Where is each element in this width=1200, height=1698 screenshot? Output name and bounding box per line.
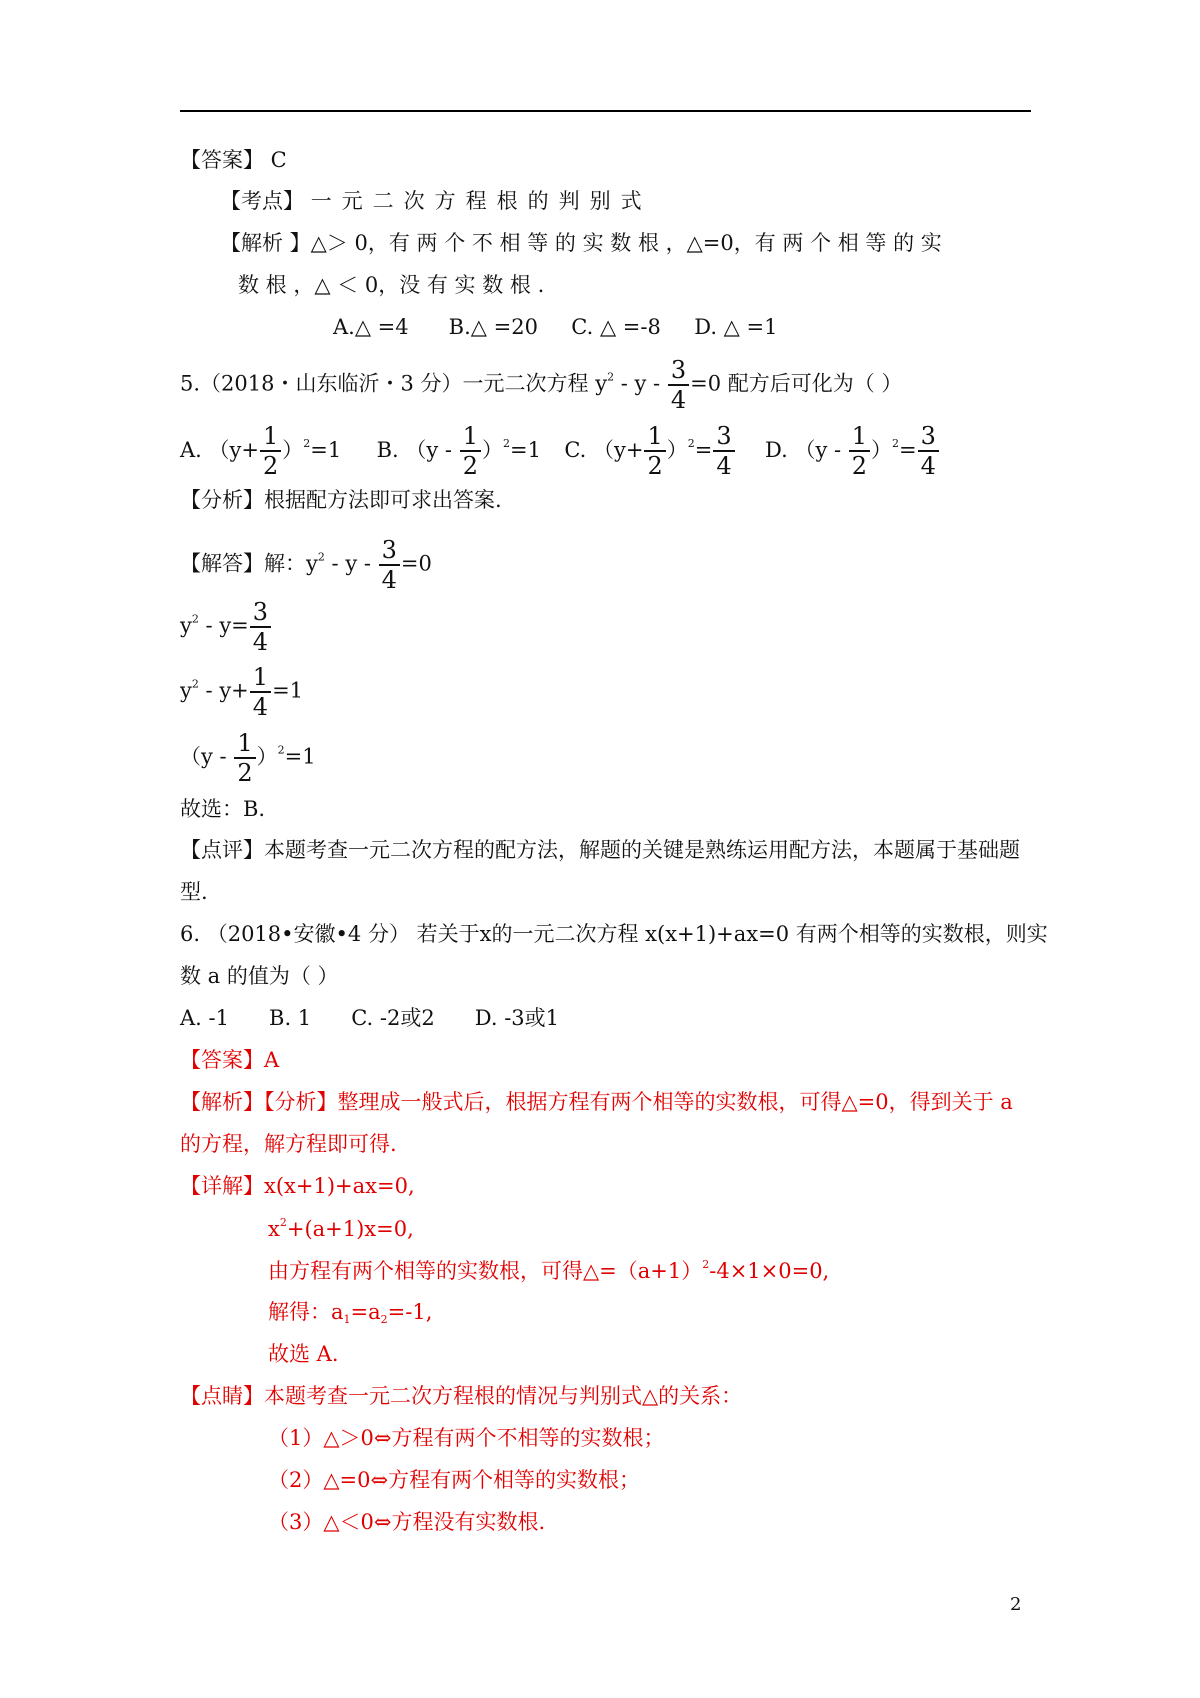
- fraction-denominator: 2: [851, 452, 868, 480]
- q5-option-d: [765, 422, 940, 480]
- q4-point: [220, 189, 652, 214]
- q6-detail-step3: [268, 1258, 829, 1284]
- superscript: 2: [502, 436, 510, 450]
- fraction-numerator: 3: [379, 538, 400, 566]
- fraction-3-4: [250, 600, 271, 654]
- fraction-3-4: [713, 424, 734, 478]
- q5-choose: 故选：B.: [180, 797, 266, 821]
- fraction-numerator: 1: [234, 731, 255, 759]
- fraction-numerator: 3: [713, 424, 734, 452]
- fraction-numerator: 1: [849, 424, 870, 452]
- solution-end: =0: [400, 551, 432, 576]
- subscript: 1: [343, 1313, 351, 1326]
- superscript: 2: [687, 436, 695, 450]
- fraction-numerator: 1: [260, 424, 281, 452]
- q6-note-1: （1）△＞0⇔方程有两个不相等的实数根；: [268, 1426, 665, 1450]
- option-a-eq: =1: [310, 437, 342, 462]
- q4-analysis-line1: 【解析 】△＞ 0，有 两 个 不 相 等 的 实 数 根 ，△=0，有 两 个 相 等 的 实: [220, 231, 942, 255]
- superscript: 2: [277, 743, 285, 757]
- fraction-denominator: 4: [252, 693, 269, 721]
- superscript: 2: [607, 370, 615, 384]
- q6-analysis-line2: 的方程，解方程即可得.: [180, 1132, 397, 1156]
- q6-detail-step2: [268, 1216, 414, 1242]
- fraction-denominator: 4: [381, 566, 397, 594]
- superscript: 2: [303, 436, 311, 450]
- step-pre: y: [180, 613, 192, 638]
- step-mid: ）: [256, 744, 278, 769]
- solution-label: 【解答】解：y: [180, 551, 318, 576]
- fraction-denominator: 4: [252, 628, 269, 656]
- superscript: 2: [317, 550, 325, 564]
- q6-detail-label: 【详解】x(x+1)+ax=0,: [180, 1174, 415, 1198]
- q6-options: A. -1 B. 1 C. -2或2 D. -3或1: [180, 1006, 560, 1030]
- q4-point-text: 一元二次方程根的判别式: [310, 189, 652, 213]
- q6-note-2: （2）△=0⇔方程有两个相等的实数根；: [268, 1468, 641, 1492]
- step-mid: =a: [350, 1300, 381, 1324]
- step-pre: x: [268, 1217, 280, 1241]
- q5-option-b: [376, 422, 541, 480]
- q5-comment-line1: 【点评】本题考查一元二次方程的配方法，解题的关键是熟练运用配方法，本题属于基础题: [180, 838, 1020, 862]
- fraction-denominator: 4: [716, 452, 732, 480]
- superscript: 2: [279, 1216, 287, 1229]
- fraction-1-2: [644, 424, 665, 478]
- q6-note-label: 【点睛】本题考查一元二次方程根的情况与判别式△的关系：: [180, 1384, 743, 1408]
- fraction-denominator: 4: [670, 386, 687, 414]
- q6-analysis-line1: 【解析】【分析】整理成一般式后，根据方程有两个相等的实数根，可得△=0，得到关于 a: [180, 1090, 1013, 1114]
- superscript: 2: [702, 1258, 710, 1271]
- q5-stem-pre: 5.（2018・山东临沂・3 分）一元二次方程 y: [180, 371, 608, 396]
- header-rule: [180, 110, 1031, 112]
- option-b-eq: =1: [509, 437, 541, 462]
- step-post: =-1,: [387, 1300, 433, 1324]
- step-pre: 由方程有两个相等的实数根，可得△=（a+1）: [268, 1259, 703, 1283]
- fraction-numerator: 3: [918, 424, 939, 452]
- q5-stem-post: =0 配方后可化为（ ）: [690, 371, 903, 396]
- option-d-eq: =: [899, 437, 917, 462]
- fraction-3-4: [379, 538, 400, 592]
- fraction-denominator: 2: [647, 452, 663, 480]
- option-c-eq: =: [694, 437, 713, 462]
- fraction-1-2: [460, 424, 481, 478]
- q5-step3: [180, 731, 316, 785]
- fraction-denominator: 2: [262, 452, 279, 480]
- step-post: -4×1×0=0,: [709, 1259, 830, 1283]
- superscript: 2: [191, 612, 199, 626]
- q4-analysis-line2: 数 根 ，△ ＜ 0，没 有 实 数 根 .: [238, 273, 545, 297]
- option-b-label: B. （y -: [376, 437, 459, 462]
- q5-step1: [180, 600, 272, 654]
- fraction-numerator: 1: [644, 424, 665, 452]
- q5-option-a: [180, 422, 342, 480]
- fraction-1-2: [849, 424, 870, 478]
- q6-note-3: （3）△＜0⇔方程没有实数根.: [268, 1510, 546, 1534]
- step-mid: - y=: [198, 613, 249, 638]
- solution-mid: - y -: [324, 551, 378, 576]
- q6-detail-step4: [268, 1300, 432, 1326]
- superscript: 2: [191, 677, 199, 691]
- step-pre: y: [180, 678, 192, 703]
- fraction-3-4: [918, 424, 939, 478]
- step-post: +(a+1)x=0,: [286, 1217, 414, 1241]
- q4-answer: 【答案】 C: [180, 148, 287, 172]
- fraction-3-4: [668, 358, 689, 412]
- page-number: 2: [1010, 1594, 1022, 1615]
- q6-answer: 【答案】A: [180, 1048, 280, 1072]
- fraction-denominator: 4: [920, 452, 936, 480]
- q5-stem-mid: - y -: [614, 371, 667, 396]
- subscript: 2: [380, 1313, 388, 1326]
- q5-stem: [180, 358, 902, 412]
- fraction-1-2: [260, 424, 281, 478]
- q5-solution: [180, 538, 432, 592]
- fraction-1-4: [250, 665, 271, 719]
- option-c-label: C. （y+: [564, 437, 644, 462]
- fraction-numerator: 1: [250, 665, 271, 693]
- q4-options: A.△ =4 B.△ =20 C. △ =-8 D. △ =1: [333, 315, 778, 339]
- fraction-1-2: [234, 731, 255, 785]
- q6-stem-line2: 数 a 的值为（ ）: [180, 964, 339, 988]
- step-pre: 解得：a: [268, 1300, 344, 1324]
- q5-options: [180, 424, 940, 478]
- fraction-numerator: 3: [250, 600, 271, 628]
- fraction-numerator: 1: [460, 424, 481, 452]
- q6-detail-step5: 故选 A.: [268, 1342, 339, 1366]
- option-d-paren: ）: [871, 437, 893, 462]
- step-mid: - y+: [198, 678, 249, 703]
- fraction-denominator: 2: [462, 452, 478, 480]
- q5-comment-line2: 型.: [180, 880, 208, 904]
- option-a-label: A. （y+: [180, 437, 259, 462]
- fraction-denominator: 2: [237, 759, 253, 787]
- step-end: =1: [284, 744, 316, 769]
- q6-stem-line1: 6. （2018•安徽•4 分） 若关于x的一元二次方程 x(x+1)+ax=0 有两个相等的实数根，则实: [180, 922, 1048, 946]
- superscript: 2: [892, 436, 900, 450]
- step-pre: （y -: [180, 744, 234, 769]
- q5-step2: [180, 665, 303, 719]
- option-b-paren: ）: [481, 437, 503, 462]
- q5-option-c: [564, 422, 735, 480]
- option-d-label: D. （y -: [765, 437, 848, 462]
- q4-point-label: 【考点】: [220, 189, 304, 213]
- fraction-numerator: 3: [668, 358, 689, 386]
- step-end: =1: [272, 678, 304, 703]
- q5-analysis: 【分析】根据配方法即可求出答案.: [180, 488, 502, 512]
- option-c-paren: ）: [666, 437, 688, 462]
- option-a-paren: ）: [282, 437, 304, 462]
